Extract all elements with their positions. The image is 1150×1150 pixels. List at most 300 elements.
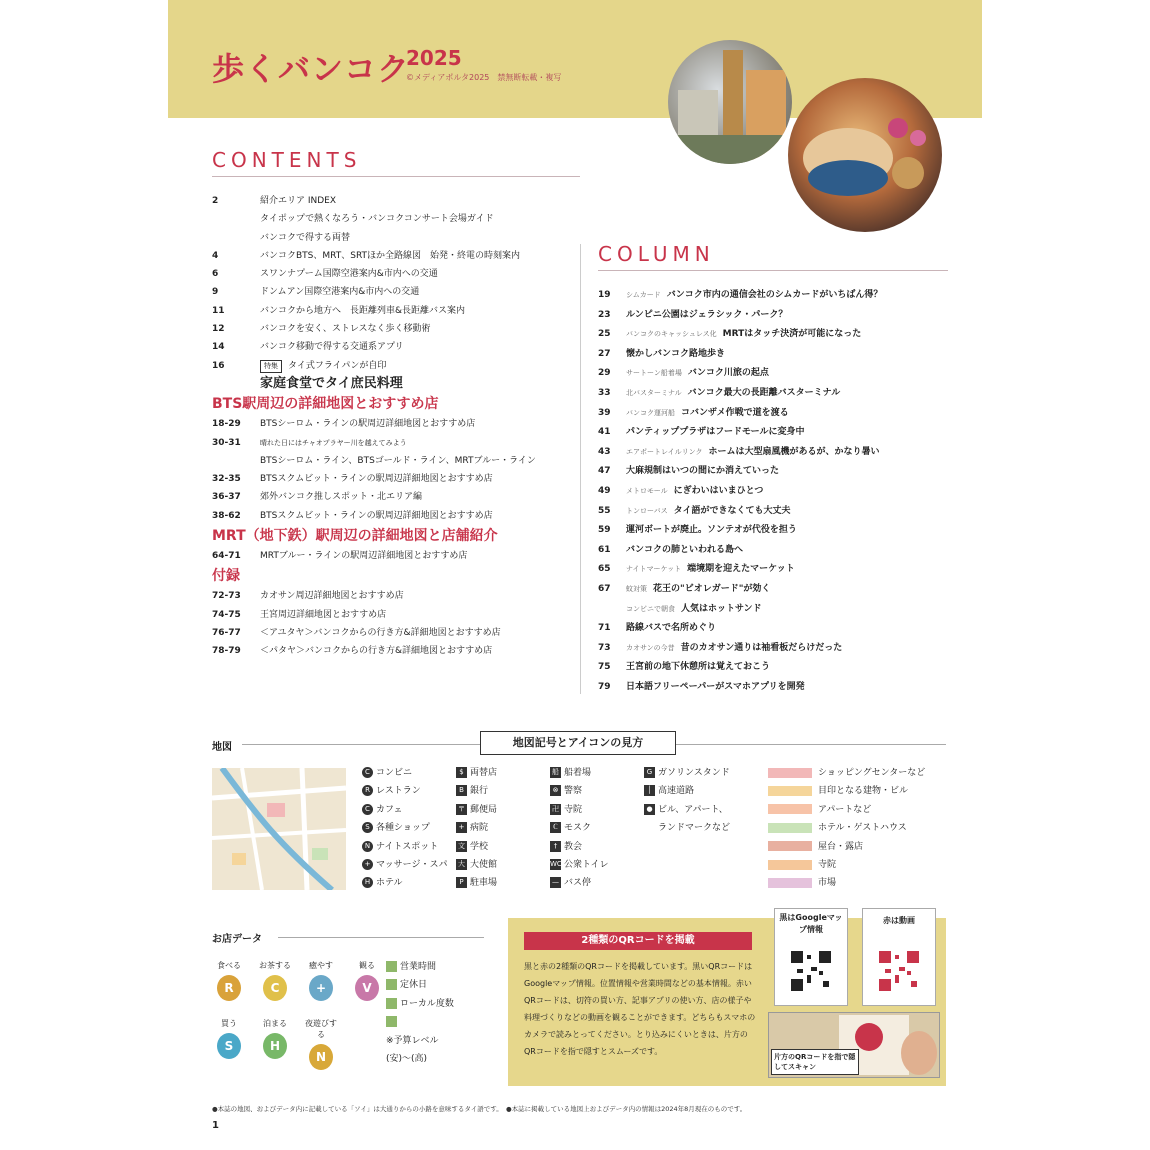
qr-heading: 2種類のQRコードを掲載 xyxy=(524,932,752,950)
contents-heading xyxy=(212,565,582,587)
contents-page-number: 9 xyxy=(212,287,219,298)
legend-label: 各種ショップ xyxy=(376,823,430,834)
legend-label: ホテル xyxy=(376,878,403,889)
contents-item xyxy=(212,507,582,525)
column-list xyxy=(598,286,958,697)
legend-label: 教会 xyxy=(564,841,583,852)
legend-symbol-icon: 卍 xyxy=(552,804,559,813)
legend-color-swatch xyxy=(768,823,812,833)
legend-item xyxy=(550,801,609,819)
legend-symbol-icon: 文 xyxy=(458,841,465,850)
contents-item xyxy=(212,452,582,470)
column-item-title: MRTはタッチ決済が可能になった xyxy=(722,329,862,340)
footer-note: ●本誌の地図、およびデータ内に記載している「ソイ」は大通りからの小路を意味するタイ語です。 ●本誌に掲載している地図上およびデータ内の情報は2024年8月現在のものです。 xyxy=(212,1105,747,1113)
contents-page-number: 76-77 xyxy=(212,627,241,638)
contents-item-text xyxy=(260,229,350,247)
contents-item xyxy=(212,470,582,488)
legend-symbol-icon: │ xyxy=(644,785,655,796)
column-page-number: 41 xyxy=(598,427,611,438)
contents-item-title: ＜パタヤ＞バンコクからの行き方&詳細地図とおすすめ店 xyxy=(260,646,493,657)
legend-item xyxy=(768,764,925,782)
contents-heading xyxy=(212,393,582,415)
legend-item xyxy=(456,838,497,856)
legend-item xyxy=(456,764,497,782)
contents-item-title: バンコクを安く、ストレスなく歩く移動術 xyxy=(260,324,431,335)
column-item-text xyxy=(626,678,805,697)
legend-column-3 xyxy=(550,764,609,893)
legend-color-swatch xyxy=(768,768,812,778)
legend-item xyxy=(768,856,925,874)
shop-info-icon xyxy=(386,961,397,972)
contents-item xyxy=(212,642,582,660)
legend-label: レストラン xyxy=(376,786,421,797)
contents-page-number: 18-29 xyxy=(212,419,241,430)
column-item xyxy=(598,619,958,639)
contents-item-title: タイ式フライパンが自印 xyxy=(288,360,387,371)
column-page-number: 49 xyxy=(598,485,611,496)
column-item-text xyxy=(626,658,770,677)
column-item-text xyxy=(626,502,790,521)
contents-item-title: バンコク移動で得する交通系アプリ xyxy=(260,342,404,353)
legend-label: 学校 xyxy=(470,841,489,852)
contents-page-number: 36-37 xyxy=(212,492,241,503)
contents-item-title: BTSスクムビット・ラインの駅周辺詳細地図とおすすめ店 xyxy=(260,474,493,485)
legend-item xyxy=(768,819,925,837)
contents-item xyxy=(212,488,582,506)
shop-category xyxy=(258,1018,292,1059)
column-item-title: バンコク最大の長距離バスターミナル xyxy=(687,387,841,398)
contents-item xyxy=(212,229,582,247)
qr-card-red xyxy=(862,908,936,1006)
column-tag: サートーン船着場 xyxy=(626,369,682,378)
column-item-title: バンコクの肺といわれる島へ xyxy=(626,544,744,555)
shop-info-label: 定休日 xyxy=(400,980,428,991)
contents-item-title: 王宮周辺詳細地図とおすすめ店 xyxy=(260,609,387,620)
legend-item xyxy=(456,782,497,800)
shop-category-label: 癒やす xyxy=(309,961,333,970)
shop-category xyxy=(212,960,246,1001)
shop-category-icon: V xyxy=(355,975,379,1001)
column-page-number: 79 xyxy=(598,681,611,692)
legend-symbol-icon: + xyxy=(456,822,467,833)
contents-item-title: ＜アユタヤ＞バンコクからの行き方&詳細地図とおすすめ店 xyxy=(260,627,501,638)
shop-data-label: お店データ xyxy=(212,934,262,945)
contents-item-title: カオサン周辺詳細地図とおすすめ店 xyxy=(260,591,404,602)
shop-category xyxy=(304,1018,338,1070)
legend-label: 寺院 xyxy=(564,804,583,815)
legend-label: 駐車場 xyxy=(470,878,498,889)
column-item xyxy=(598,521,958,541)
column-item-text xyxy=(626,639,842,658)
column-page-number: 67 xyxy=(598,583,611,594)
legend-item xyxy=(362,874,447,892)
map-sample-graphic xyxy=(212,768,346,890)
qr-card-black xyxy=(774,908,848,1006)
contents-item-text xyxy=(260,606,386,624)
legend-item xyxy=(768,874,925,892)
shop-category xyxy=(212,1018,246,1059)
column-page-number: 61 xyxy=(598,544,611,555)
legend-label: 大使館 xyxy=(470,860,498,871)
contents-item-title: 晴れた日にはチャオプラヤー川を越えてみよう xyxy=(260,438,407,447)
column-item-text xyxy=(626,345,725,364)
legend-label: モスク xyxy=(564,823,592,834)
contents-item-text xyxy=(260,624,501,642)
contents-item xyxy=(212,434,582,452)
contents-item xyxy=(212,320,582,338)
column-item-title: 日本語フリーペーパーがスマホアプリを開発 xyxy=(626,681,805,692)
legend-label: 公衆トイレ xyxy=(564,860,609,871)
qr-description: 黒と赤の2種類のQRコードを掲載しています。黒いQRコードはGoogleマップ情報。位置情報や営業時間などの基本情報。赤いQRコードは、切符の買い方、記事アプリの使い方、店の様子や料理づくりなどの動画を観ることができます。どちらもスマホのカメラで読みとってください。とり込みにくいときは、片方のQRコードを指で隠すとスムーズです。 xyxy=(524,962,756,1056)
contents-item xyxy=(212,338,582,356)
photo-food xyxy=(788,78,942,232)
legend-label: マッサージ・スパ xyxy=(376,860,448,871)
legend-item xyxy=(644,801,730,819)
contents-item xyxy=(212,247,582,265)
shop-info-label: 営業時間 xyxy=(400,962,437,972)
contents-item-title: バンコクで得する両替 xyxy=(260,232,351,243)
shop-category-label: 夜遊びする xyxy=(305,1019,337,1039)
column-item-title: パンティッププラザはフードモールに変身中 xyxy=(626,427,805,438)
contents-item-title: ドンムアン国際空港案内&市内への交通 xyxy=(260,287,420,298)
qr-black-pattern xyxy=(789,949,833,993)
shop-info-legend xyxy=(386,958,454,1068)
column-item xyxy=(598,580,958,600)
column-item-text xyxy=(626,580,770,599)
legend-symbol-icon: P xyxy=(456,877,467,888)
legend-label: コンビニ xyxy=(376,768,413,778)
shop-category-icon: R xyxy=(217,975,241,1001)
shop-category xyxy=(258,960,292,1001)
shop-info-item xyxy=(386,1050,454,1068)
shop-category-label: お茶する xyxy=(259,961,291,970)
legend-symbol-icon: + xyxy=(362,859,373,870)
contents-item-text xyxy=(260,452,536,470)
column-page-number: 25 xyxy=(598,329,611,340)
contents-item-title: スワンナプーム国際空港案内&市内への交通 xyxy=(260,269,438,280)
legend-label: 屋台・露店 xyxy=(818,841,864,852)
column-item-text xyxy=(626,364,769,383)
legend-symbol-icon: — xyxy=(552,878,559,887)
legend-column-2 xyxy=(456,764,497,893)
legend-label: ランドマークなど xyxy=(658,823,731,834)
column-page-number: 29 xyxy=(598,368,611,379)
legend-label: 郵便局 xyxy=(470,804,498,815)
column-page-number: 75 xyxy=(598,662,611,673)
contents-item xyxy=(212,624,582,642)
legend-item xyxy=(550,819,609,837)
contents-item xyxy=(212,547,582,565)
legend-item xyxy=(550,838,609,856)
page xyxy=(168,0,982,1150)
contents-item-text xyxy=(260,192,336,210)
contents-page-number: 4 xyxy=(212,250,219,261)
column-tag: 蚊対策 xyxy=(626,584,647,593)
contents-item-text xyxy=(260,357,386,375)
column-tag: トンローバス xyxy=(626,506,668,515)
column-item xyxy=(598,541,958,561)
legend-item xyxy=(362,819,447,837)
contents-item-text xyxy=(260,587,404,605)
qr-red-label: 赤は動画 xyxy=(883,916,915,925)
photo-temple-graphic xyxy=(668,40,792,164)
legend-symbol-icon: B xyxy=(456,785,467,796)
column-item xyxy=(598,678,958,698)
page-number: 1 xyxy=(212,1120,219,1131)
contents-item-text xyxy=(260,247,520,265)
legend-color-swatch xyxy=(768,841,812,851)
legend-item xyxy=(644,782,730,800)
contents-item xyxy=(212,210,582,228)
contents-item-title: バンコクBTS、MRT、SRTほか全路線図 始発・終電の時刻案内 xyxy=(260,250,521,261)
legend-column-4 xyxy=(644,764,730,838)
qr-code-black[interactable] xyxy=(789,949,833,993)
contents-page-number: 72-73 xyxy=(212,591,241,602)
contents-heading xyxy=(212,525,582,547)
column-item-title: 路線バスで名所めぐり xyxy=(626,623,717,634)
shop-category xyxy=(304,960,338,1001)
contents-item-text xyxy=(260,488,422,506)
legend-label: ガソリンスタンド xyxy=(658,768,730,778)
contents-item-title: バンコクから地方へ 長距離列車&長距離バス案内 xyxy=(260,305,466,316)
legend-symbol-icon: $ xyxy=(456,767,467,778)
column-tag: メトロモール xyxy=(626,486,668,495)
column-item-text xyxy=(626,521,797,540)
contents-item-title: 紹介エリア INDEX xyxy=(260,196,337,206)
column-page-number: 43 xyxy=(598,446,611,457)
column-item xyxy=(598,639,958,659)
contents-page-number: 38-62 xyxy=(212,510,241,521)
column-item xyxy=(598,306,958,326)
shop-info-label: (安)〜(高) xyxy=(386,1054,428,1065)
contents-item-text xyxy=(260,338,404,356)
legend-item xyxy=(362,838,447,856)
column-item xyxy=(598,482,958,502)
legend-color-swatch xyxy=(768,804,812,814)
column-item-title: 運河ボートが廃止。ソンテオが代役を担う xyxy=(626,525,797,536)
feature-badge: 特集 xyxy=(260,360,282,373)
column-item-text xyxy=(626,306,787,325)
column-item xyxy=(598,560,958,580)
contents-item xyxy=(212,192,582,210)
column-item-title: コバンザメ作戦で道を渡る xyxy=(681,407,789,418)
legend-item xyxy=(456,874,497,892)
contents-item-text xyxy=(260,434,407,452)
contents-item-text xyxy=(260,470,493,488)
legend-column-5 xyxy=(768,764,925,893)
contents-item xyxy=(212,415,582,433)
legend-item xyxy=(644,764,730,782)
column-page-number: 39 xyxy=(598,407,611,418)
contents-rule xyxy=(212,176,580,177)
column-item xyxy=(598,502,958,522)
column-page-number: 23 xyxy=(598,309,611,320)
column-page-number: 33 xyxy=(598,387,611,398)
contents-item-text xyxy=(260,320,431,338)
shop-category xyxy=(350,960,384,1001)
contents-heading-text: 付録 xyxy=(212,568,240,585)
legend-item xyxy=(362,764,447,782)
column-item xyxy=(598,364,958,384)
legend-color-swatch xyxy=(768,878,812,888)
legend-label: 両替店 xyxy=(470,768,498,778)
contents-item-text xyxy=(260,265,438,283)
legend-item xyxy=(550,782,609,800)
contents-page-number: 32-35 xyxy=(212,474,241,485)
contents-item xyxy=(212,283,582,301)
contents-page-number: 2 xyxy=(212,196,219,206)
legend-color-swatch xyxy=(768,860,812,870)
contents-heading-text: BTS駅周辺の詳細地図とおすすめ店 xyxy=(212,396,439,413)
shop-info-icon xyxy=(386,998,397,1009)
contents-item-title: タイポップで熱くなろう・バンコクコンサート会場ガイド xyxy=(260,214,494,225)
contents-page-number: 64-71 xyxy=(212,551,241,562)
column-tag: バンコクのキャッシュレス化 xyxy=(626,330,717,339)
legend-item xyxy=(768,801,925,819)
column-tag: エアポートレイルリンク xyxy=(626,447,703,456)
legend-label: 銀行 xyxy=(470,786,489,797)
column-item-title: 昔のカオサン通りは袖看板だらけだった xyxy=(680,642,843,653)
column-item-text xyxy=(626,443,880,462)
legend-item xyxy=(456,856,497,874)
shop-info-item xyxy=(386,958,454,976)
contents-item-text xyxy=(260,375,403,393)
contents-page-number: 16 xyxy=(212,360,225,371)
contents-item xyxy=(212,265,582,283)
contents-item-text xyxy=(260,210,494,228)
legend-symbol-icon: R xyxy=(362,785,373,796)
legend-symbol-icon: H xyxy=(362,877,373,888)
column-item xyxy=(598,658,958,678)
contents-page-number: 12 xyxy=(212,324,225,335)
contents-page-number: 6 xyxy=(212,269,219,280)
legend-item xyxy=(456,801,497,819)
legend-symbol-icon: C xyxy=(362,767,373,778)
column-item xyxy=(598,404,958,424)
column-tag: バンコク運河船 xyxy=(626,408,675,417)
column-item xyxy=(598,443,958,463)
column-page-number: 19 xyxy=(598,290,611,300)
column-item-title: 王宮前の地下休憩所は覚えておこう xyxy=(626,662,771,673)
contents-item-text xyxy=(260,642,492,660)
shop-info-label: ※予算レベル xyxy=(386,1035,439,1046)
legend-symbol-icon: ⊗ xyxy=(550,785,561,796)
column-item-text xyxy=(626,286,882,305)
contents-item-title: 郊外バンコク推しスポット・北エリア編 xyxy=(260,492,423,503)
column-item-title: 人気はホットサンド xyxy=(681,603,762,614)
contents-item xyxy=(212,606,582,624)
column-item-text xyxy=(626,404,789,423)
legend-item xyxy=(362,782,447,800)
column-item-text xyxy=(626,560,795,579)
contents-item-title: 家庭食堂でタイ庶民料理 xyxy=(260,375,403,391)
legend-symbol-icon: C xyxy=(362,804,373,815)
shop-category-label: 食べる xyxy=(217,961,241,970)
column-item-title: ルンピニ公園はジェラシック・パーク？ xyxy=(626,309,788,320)
photo-food-graphic xyxy=(788,78,942,232)
contents-item-text xyxy=(260,507,493,525)
column-item-text xyxy=(626,423,804,442)
contents-item-text xyxy=(260,415,475,433)
column-item-text xyxy=(626,325,861,344)
column-page-number: 71 xyxy=(598,623,611,634)
legend-item xyxy=(550,764,609,782)
contents-item-text xyxy=(260,283,419,301)
map-sample-image xyxy=(212,768,346,890)
column-rule xyxy=(598,270,948,271)
legend-label: 目印となる建物・ビル xyxy=(818,786,909,797)
shop-info-item xyxy=(386,1032,454,1050)
legend-color-swatch xyxy=(768,786,812,796)
column-item xyxy=(598,345,958,365)
photo-temple xyxy=(668,40,792,164)
column-item xyxy=(598,325,958,345)
legend-label: 市場 xyxy=(818,878,837,889)
shop-category-label: 買う xyxy=(221,1019,237,1028)
legend-label: ビル、アパート、 xyxy=(658,804,728,815)
contents-page-number: 30-31 xyxy=(212,437,241,448)
shop-category-icon: N xyxy=(309,1044,333,1070)
qr-red-pattern xyxy=(877,949,921,993)
contents-item xyxy=(212,302,582,320)
qr-code-red[interactable] xyxy=(877,949,921,993)
legend-item xyxy=(644,819,730,837)
shop-info-icon xyxy=(386,1016,397,1027)
column-item xyxy=(598,423,958,443)
magazine-title: 歩くバンコク xyxy=(212,50,411,88)
column-item-title: ホームは大型扇風機があるが、かなり暑い xyxy=(708,446,880,457)
column-item-text xyxy=(626,462,779,481)
contents-page-number: 11 xyxy=(212,305,225,316)
qr-hint: 片方のQRコードを指で隠してスキャン xyxy=(771,1049,859,1075)
legend-item xyxy=(768,838,925,856)
qr-black-label: 黒はGoogleマップ情報 xyxy=(779,913,843,934)
contents-item-text xyxy=(260,302,465,320)
legend-column-1 xyxy=(362,764,447,893)
legend-label: ホテル・ゲストハウス xyxy=(818,823,907,834)
column-page-number: 65 xyxy=(598,564,611,575)
shop-category-icon: S xyxy=(217,1033,241,1059)
column-item-text xyxy=(626,600,762,619)
legend-symbol-icon: ℂ xyxy=(550,822,561,833)
shop-info-label: ローカル度数 xyxy=(400,998,454,1009)
contents-item-text xyxy=(260,547,467,565)
column-item-title: 懐かしバンコク路地歩き xyxy=(626,348,726,359)
shop-category-label: 泊まる xyxy=(263,1019,287,1028)
legend-item xyxy=(768,782,925,800)
column-item-title: タイ語ができなくても大丈夫 xyxy=(673,505,791,516)
contents-page-number: 14 xyxy=(212,342,225,353)
contents-item xyxy=(212,375,582,393)
legend-label: バス停 xyxy=(564,878,592,889)
contents-page-number: 74-75 xyxy=(212,609,241,620)
contents-item-title: BTSシーロム・ラインの駅周辺詳細地図とおすすめ店 xyxy=(260,419,476,430)
copyright-notice: ©メディアポルタ2025 禁無断転載・複写 xyxy=(406,73,562,82)
legend-label: アパートなど xyxy=(818,804,872,815)
legend-symbol-icon: S xyxy=(362,822,373,833)
column-item-text xyxy=(626,482,763,501)
column-page-number: 47 xyxy=(598,466,611,477)
column-item-text xyxy=(626,384,840,403)
column-tag: カオサンの今昔 xyxy=(626,643,675,652)
map-label: 地図 xyxy=(212,742,232,753)
legend-label: 警察 xyxy=(564,786,583,797)
legend-item xyxy=(362,856,447,874)
legend-symbol-icon: 〒 xyxy=(458,804,465,813)
column-item-text xyxy=(626,619,716,638)
shop-category-icon: H xyxy=(263,1033,287,1059)
legend-item xyxy=(550,856,609,874)
